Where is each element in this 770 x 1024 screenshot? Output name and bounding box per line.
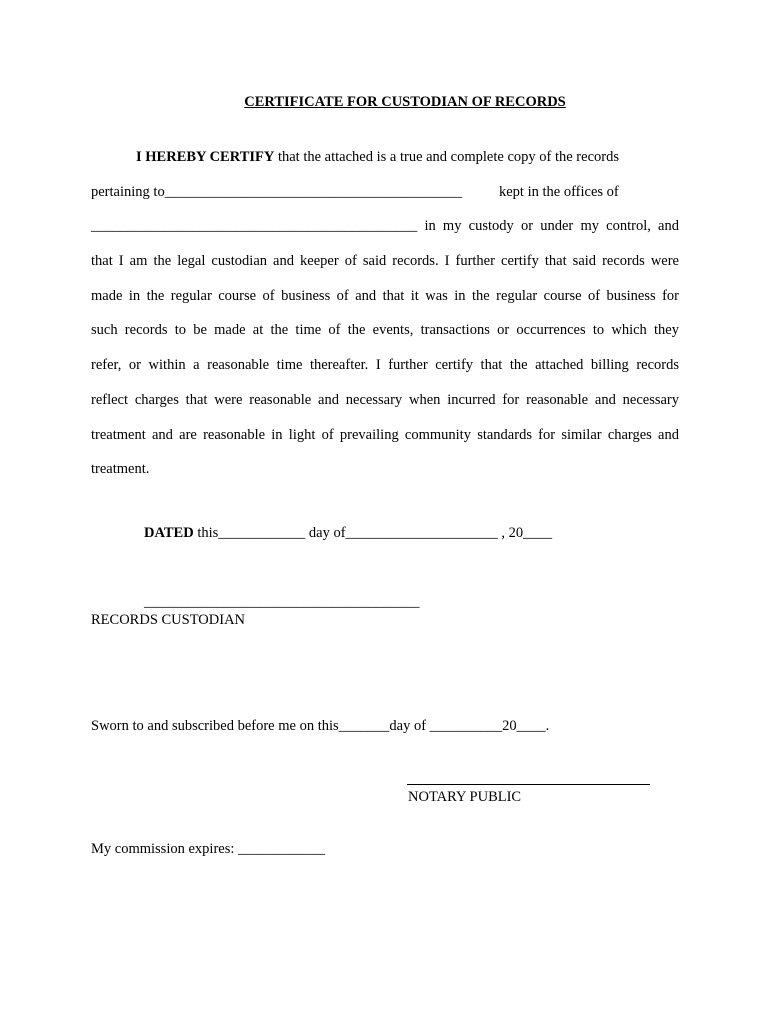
paragraph-line-3: _____________________________________________ in my custody or under my control, and [91, 218, 679, 235]
paragraph-line-5: made in the regular course of business of and that it was in the regular course of business for [91, 287, 679, 304]
dated-blanks: this____________ day of_____________________ , 20____ [193, 525, 553, 541]
paragraph-line-4: that I am the legal custodian and keeper of said records. I further certify that said records were [91, 253, 679, 270]
paragraph-line-9: treatment and are reasonable in light of prevailing community standards for similar charges and [91, 426, 679, 443]
sworn-statement: Sworn to and subscribed before me on this_______day of __________20____. [91, 718, 550, 734]
paragraph-line-10: treatment. [91, 461, 150, 478]
paragraph-line-8: reflect charges that were reasonable and necessary when incurred for reasonable and necessary [91, 391, 679, 408]
notary-public-label: NOTARY PUBLIC [408, 789, 522, 805]
dated-line [144, 525, 552, 542]
custodian-signature-line: ______________________________________ [144, 594, 420, 610]
commission-expires-line: My commission expires: ____________ [91, 841, 326, 857]
paragraph-line-6: such records to be made at the time of the events, transactions or occurrences to which they [91, 322, 679, 339]
kept-in-offices-text: kept in the offices of [499, 183, 619, 200]
notary-signature-line [407, 784, 650, 785]
paragraph-line-1 [91, 140, 679, 175]
paragraph-line-2 [91, 175, 679, 210]
certification-paragraph [91, 140, 679, 487]
paragraph-line-7: refer, or within a reasonable time thereafter. I further certify that the attached billing records [91, 357, 679, 374]
paragraph-line-1-text: that the attached is a true and complete copy of the records [274, 149, 619, 165]
document-title: CERTIFICATE FOR CUSTODIAN OF RECORDS [244, 94, 566, 110]
certify-heading: I HEREBY CERTIFY [136, 149, 275, 165]
pertaining-to-field: pertaining to_________________________________________ [91, 183, 462, 200]
dated-label: DATED [144, 525, 194, 541]
records-custodian-label: RECORDS CUSTODIAN [91, 612, 246, 628]
